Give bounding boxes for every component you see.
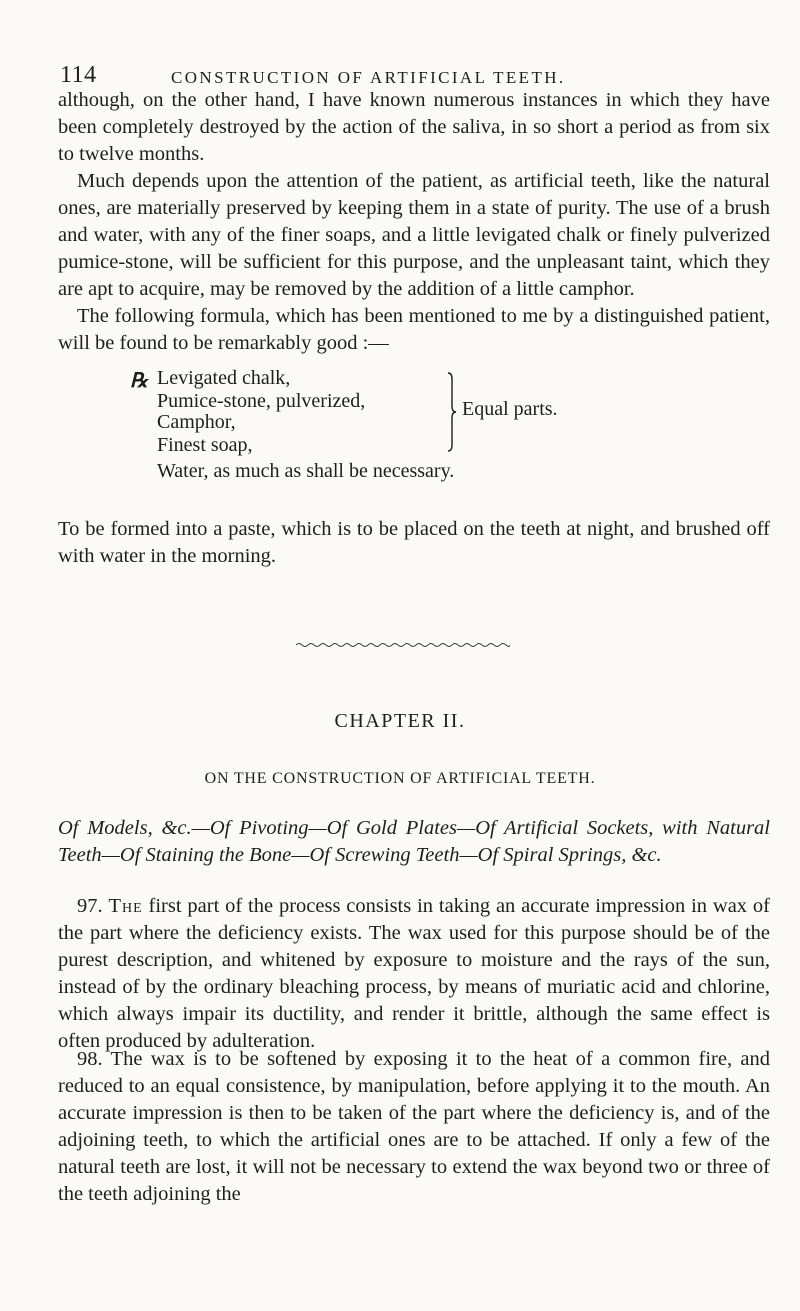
recipe-ingredient: Camphor,: [157, 411, 236, 433]
chapter-contents: Of Models, &c.—Of Pivoting—Of Gold Plates—Of Artificial Sockets, with Natural Teeth—Of Staining the Bone—Of Screwing Teeth—Of Spiral Springs, &c.: [58, 817, 770, 866]
intro-text: [58, 87, 770, 357]
section-body: The wax is to be softened by exposing it to the heat of a common fire, and reduced to an equal consistence, by manipulation, before applying it to the mouth. An accurate impression is then to be taken of the part where the deficiency is, and of the adjoining teeth, to which the artificial ones are to be attached. If only a few of the natural teeth are lost, it will not be necessary to extend the wax beyond two or three of the teeth adjoining the: [58, 1048, 770, 1205]
recipe-formula: [130, 367, 650, 482]
right-brace-icon: [447, 371, 457, 453]
recipe-ingredient: Pumice-stone, pulverized,: [157, 390, 366, 412]
section-98: [58, 1046, 770, 1208]
wavy-divider: [296, 640, 510, 650]
recipe-symbol: ℞: [130, 370, 148, 392]
section-98-text: [58, 1046, 770, 1208]
section-number: 97.: [77, 895, 103, 917]
intro-paragraph-continued: although, on the other hand, I have known numerous instances in which they have been completely destroyed by the action of the saliva, in so short a period as from six to twelve months.: [58, 89, 770, 165]
paste-instruction-text: To be formed into a paste, which is to be placed on the teeth at night, and brushed off with water in the morning.: [58, 518, 770, 567]
section-number: 98.: [77, 1048, 103, 1070]
recipe-ingredient: Finest soap,: [157, 434, 253, 456]
recipe-ingredient: Levigated chalk,: [157, 367, 291, 389]
chapter-subtitle: ON THE CONSTRUCTION OF ARTIFICIAL TEETH.: [204, 770, 596, 787]
recipe-proportion: Equal parts.: [462, 398, 558, 420]
page-number: 114: [60, 62, 97, 88]
recipe-water: Water, as much as shall be necessary.: [157, 460, 455, 482]
intro-paragraph-formula: The following formula, which has been mentioned to me by a distinguished patient, will be found to be remarkably good :—: [58, 305, 770, 354]
section-body: first part of the process consists in taking an accurate impression in wax of the part where the deficiency exists. The wax used for this purpose should be of the purest description, and whitened by exposure to moisture and the rays of the sun, instead of by the ordinary bleaching process, by means of muriatic acid and chlorine, which always impair its ductility, and render it brittle, although the same effect is often produced by adulteration.: [58, 895, 770, 1052]
section-97: [58, 893, 770, 1055]
running-title: CONSTRUCTION OF ARTIFICIAL TEETH.: [171, 68, 566, 87]
section-97-text: [58, 893, 770, 1055]
section-lead-word: The: [108, 895, 143, 917]
paste-instruction: [58, 516, 770, 570]
intro-paragraph-cleaning: Much depends upon the attention of the patient, as artificial teeth, like the natural ones, are materially preserved by keeping them in a state of purity. The use of a brush and water, with any of the finer soaps, and a little levigated chalk or finely pulverized pumice-stone, will be sufficient for this purpose, and the unpleasant taint, which they are apt to acquire, may be removed by the addition of a little camphor.: [58, 170, 770, 300]
chapter-heading: CHAPTER II.: [334, 710, 466, 732]
